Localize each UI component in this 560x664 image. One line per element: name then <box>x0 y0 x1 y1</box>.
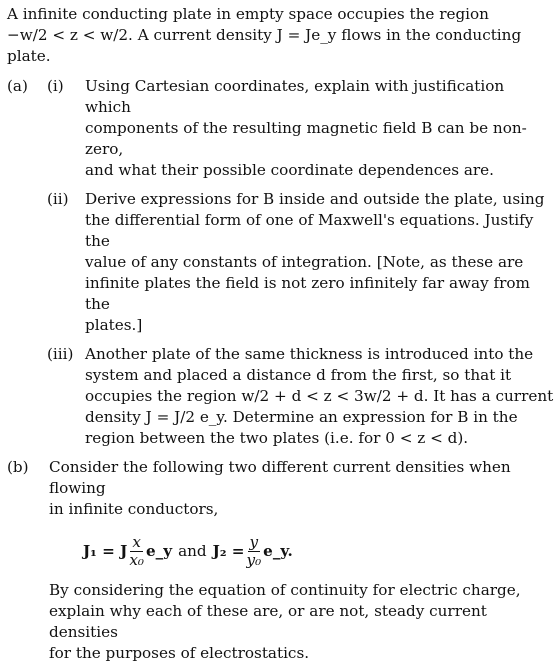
j2-fraction <box>247 534 262 569</box>
item-ii-line-3: value of any constants of integration. [Note, as these are <box>85 253 524 271</box>
j2-lhs: J₂ = <box>212 541 245 560</box>
item-ii-line-2: the differential form of one of Maxwell's equations. Justify the <box>85 211 534 250</box>
item-ii-line-5: plates.] <box>85 316 143 334</box>
item-iii-line-4: density J = J/2 e_y. Determine an expression for B in the <box>85 408 518 426</box>
item-iii-line-5: region between the two plates (i.e. for 0 < z < d). <box>85 429 469 447</box>
item-i-line-2: components of the resulting magnetic field B can be non-zero, <box>85 119 527 158</box>
item-iii-line-2: system and placed a distance d from the first, so that it <box>85 366 512 384</box>
part-b-tail-line-1: By considering the equation of continuity for electric charge, <box>49 581 521 599</box>
item-ii-label: (ii) <box>47 190 69 208</box>
and-word: and <box>178 541 207 560</box>
j1-lhs: J₁ = J <box>83 541 128 560</box>
item-iii-line-1: Another plate of the same thickness is introduced into the <box>85 345 534 363</box>
j1-unit-vector: e_y <box>145 541 173 560</box>
j2-unit-vector: e_y. <box>263 541 293 560</box>
item-iii-label: (iii) <box>47 345 74 363</box>
problem-intro <box>7 4 554 67</box>
item-iii-line-3: occupies the region w/2 + d < z < 3w/2 + d. It has a current <box>85 387 554 405</box>
item-i <box>7 76 554 181</box>
intro-line-2: −w/2 < z < w/2. A current density J = Je_y flows in the conducting <box>7 26 522 44</box>
item-i-label: (i) <box>47 77 64 95</box>
item-ii-line-1: Derive expressions for B inside and outside the plate, using <box>85 190 545 208</box>
part-b-tail <box>7 580 554 664</box>
intro-line-1: A infinite conducting plate in empty space occupies the region <box>7 5 489 23</box>
item-i-line-1: Using Cartesian coordinates, explain with justification which <box>85 77 505 116</box>
part-a-label: (a) <box>7 77 28 95</box>
j2-numerator: y <box>249 532 259 551</box>
part-b-line-1: Consider the following two different current densities when flowing <box>49 458 511 497</box>
j2-denominator: y₀ <box>246 550 262 569</box>
part-b-tail-line-3: for the purposes of electrostatics. <box>49 644 310 662</box>
part-b-label: (b) <box>7 458 29 476</box>
part-b <box>7 457 554 520</box>
item-iii <box>7 344 554 449</box>
current-density-equation <box>7 526 554 576</box>
j1-numerator: x <box>132 532 141 551</box>
part-a <box>7 76 554 449</box>
part-b-line-2: in infinite conductors, <box>49 500 219 518</box>
part-b-tail-line-2: explain why each of these are, or are not, steady current densities <box>49 602 487 641</box>
j1-fraction <box>129 534 144 569</box>
item-i-line-3: and what their possible coordinate dependences are. <box>85 161 495 179</box>
j1-denominator: x₀ <box>129 550 144 569</box>
intro-line-3: plate. <box>7 47 51 65</box>
item-ii <box>7 189 554 336</box>
item-ii-line-4: infinite plates the field is not zero infinitely far away from the <box>85 274 530 313</box>
